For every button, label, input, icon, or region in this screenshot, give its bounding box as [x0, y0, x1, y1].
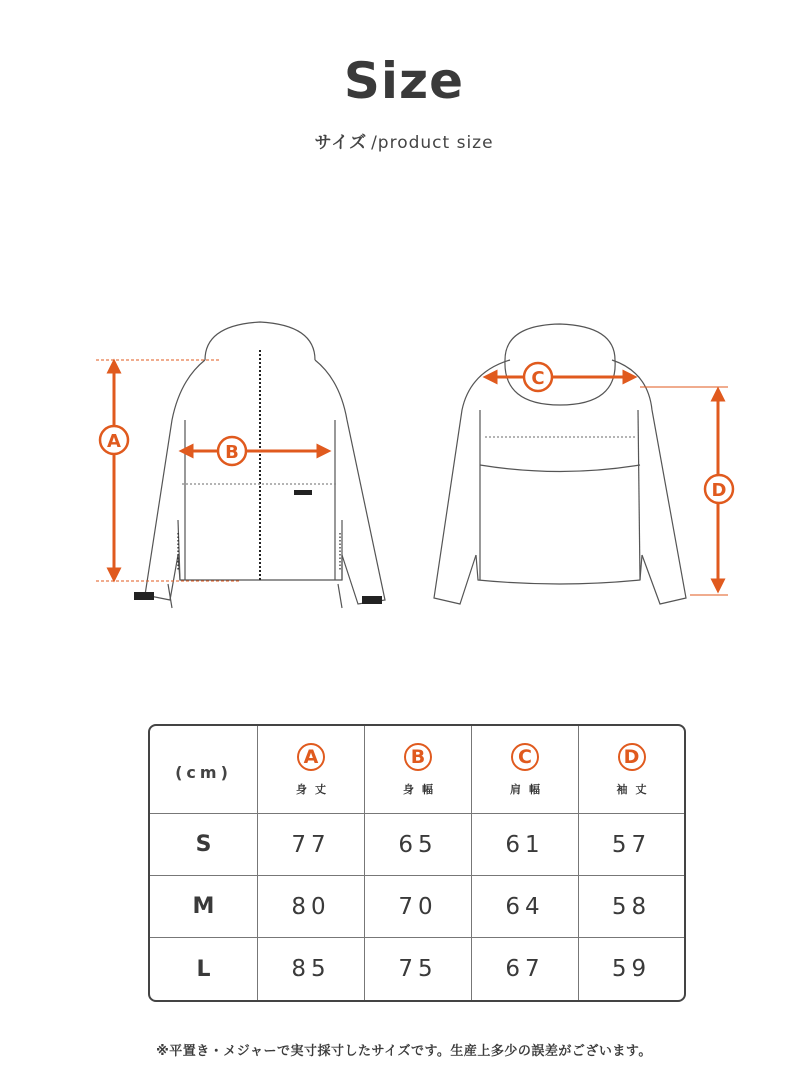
value-a: 80: [291, 893, 331, 920]
measure-a-lines: [96, 360, 240, 581]
table-cell: [472, 938, 579, 1000]
table-cell: [579, 938, 684, 1000]
value-b: 70: [398, 893, 438, 920]
table-cell: [365, 876, 472, 938]
unit-label: (cm): [175, 763, 232, 782]
size-table: [148, 724, 686, 1002]
value-b: 65: [398, 831, 438, 858]
table-cell: [579, 876, 684, 938]
marker-d-icon: D: [618, 743, 646, 771]
jacket-back-illustration: [434, 324, 686, 604]
size-label-cell: [150, 938, 258, 1000]
jacket-front-illustration: [134, 322, 385, 608]
table-cell: [579, 814, 684, 876]
footer-note: ※平置き・メジャーで実寸採寸したサイズです。生産上多少の誤差がございます。: [156, 1044, 652, 1059]
marker-a-badge: [100, 426, 128, 454]
table-cell: [258, 876, 365, 938]
marker-b-icon: B: [404, 743, 432, 771]
value-c: 64: [505, 893, 545, 920]
unit-header-cell: [150, 726, 258, 814]
table-cell: [258, 814, 365, 876]
value-d: 59: [611, 956, 652, 982]
marker-c-badge: [524, 363, 552, 391]
svg-text:A: A: [107, 431, 121, 452]
marker-c-icon: C: [511, 743, 539, 771]
value-b: 75: [398, 956, 438, 982]
marker-b-badge: [218, 437, 246, 465]
marker-a-icon: A: [297, 743, 325, 771]
value-d: 58: [611, 893, 652, 920]
value-c: 67: [505, 956, 545, 982]
table-cell: [365, 814, 472, 876]
table-cell: [258, 938, 365, 1000]
column-label-c: 肩幅: [510, 782, 548, 796]
subtitle-ja: サイズ: [314, 133, 368, 153]
value-a: 77: [291, 831, 331, 858]
column-label-b: 身幅: [403, 782, 441, 796]
marker-d-badge: [705, 475, 733, 503]
svg-text:D: D: [711, 480, 727, 501]
measurement-diagram: [0, 300, 808, 620]
page-title: Size: [343, 52, 465, 110]
size-label-cell: [150, 876, 258, 938]
column-header-a: [258, 726, 365, 814]
table-cell: [472, 876, 579, 938]
column-header-d: [579, 726, 684, 814]
value-c: 61: [505, 831, 545, 858]
svg-text:B: B: [225, 442, 239, 463]
subtitle-en: /product size: [371, 133, 494, 153]
table-cell: [365, 938, 472, 1000]
table-cell: [472, 814, 579, 876]
column-header-c: [472, 726, 579, 814]
column-label-a: 身丈: [296, 782, 334, 796]
value-d: 57: [611, 831, 652, 858]
size-label-cell: [150, 814, 258, 876]
size-label: L: [196, 956, 211, 982]
column-label-d: 袖丈: [616, 782, 655, 796]
column-header-b: [365, 726, 472, 814]
size-label: S: [195, 832, 212, 857]
svg-text:C: C: [531, 368, 545, 389]
value-a: 85: [291, 956, 331, 982]
page-subtitle: [0, 128, 808, 153]
size-label: M: [192, 894, 215, 919]
